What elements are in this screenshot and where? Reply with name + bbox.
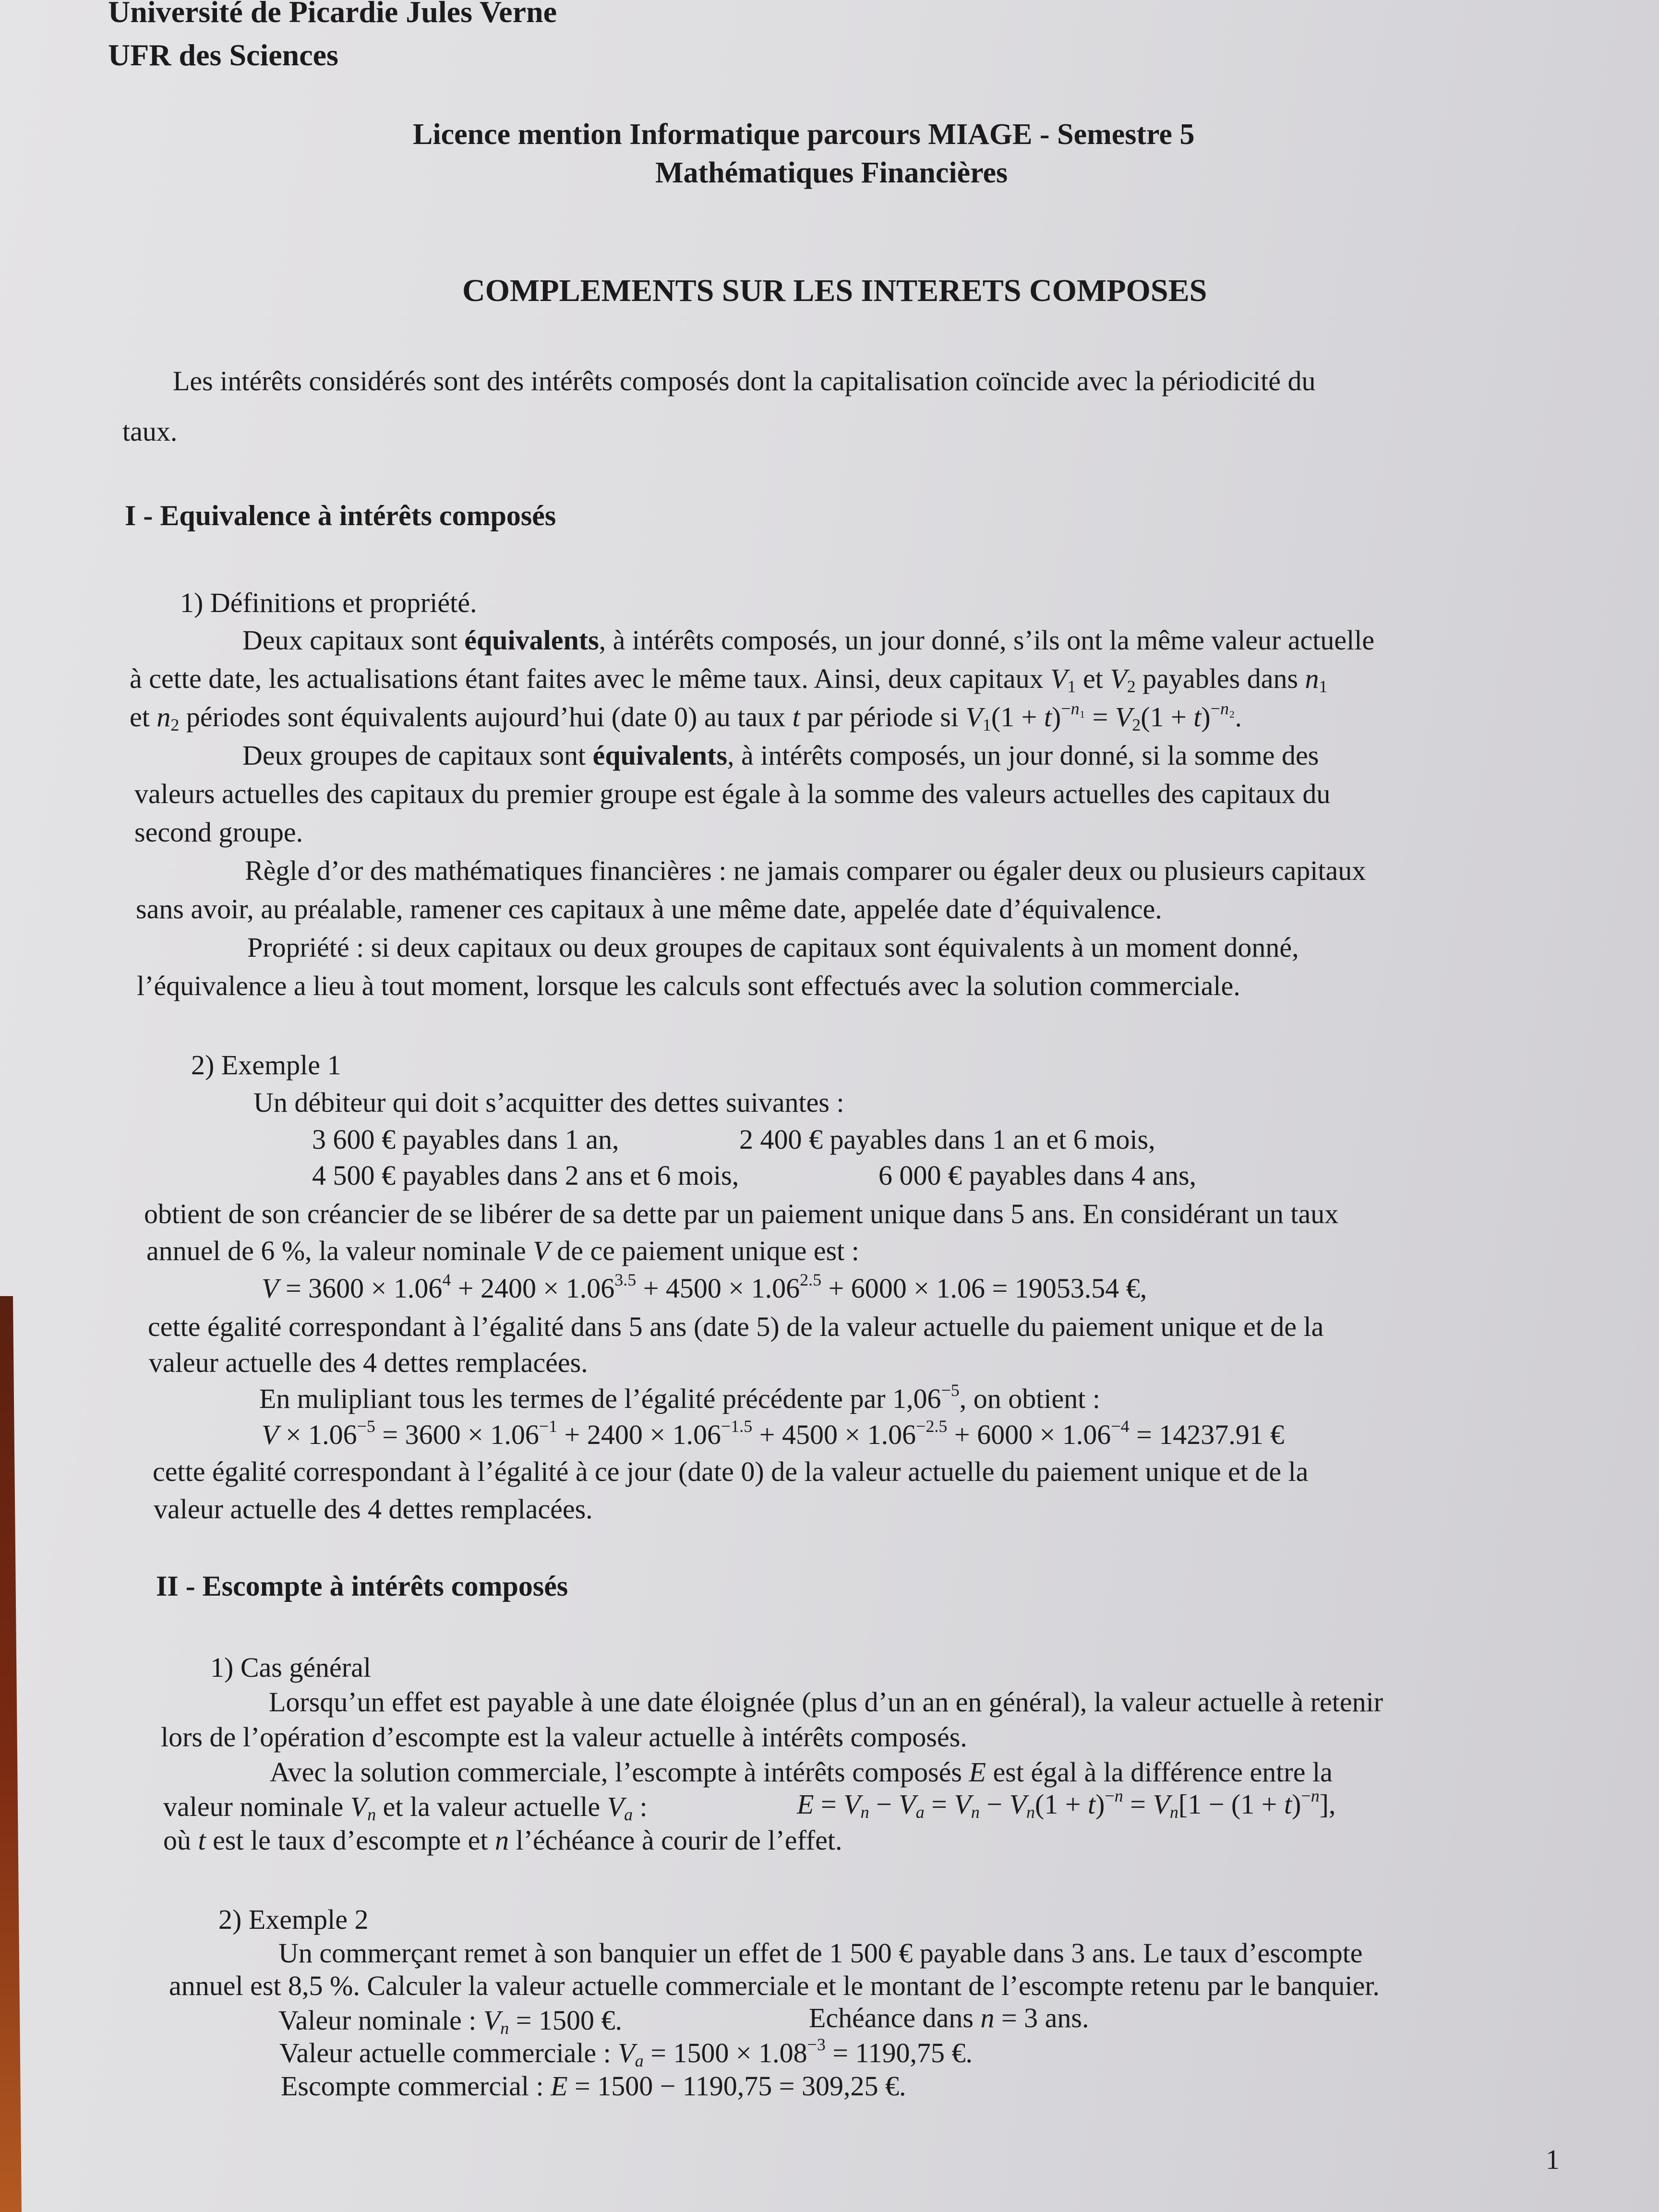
program-title: Licence mention Informatique parcours MIAGE - Semestre 5: [413, 118, 1195, 151]
subsection-2-2-heading: 2) Exemple 2: [218, 1904, 369, 1935]
present-value-line: Valeur actuelle commerciale : $V_a = 1500 \times 1.08^{-3} = 1190,75$ €.: [279, 2034, 973, 2070]
emphasis: équivalents: [464, 625, 599, 656]
debt-item: 4 500 € payables dans 2 ans et 6 mois,: [312, 1160, 739, 1191]
example-1-line-4: cette égalité correspondant à l’égalité dans 5 ans (date 5) de la valeur actuelle du paiement unique et de la: [148, 1311, 1324, 1342]
text: , à intérêts composés, un jour donné, s’ils ont la même valeur actuelle: [599, 625, 1375, 656]
general-case-line-1: Lorsqu’un effet est payable à une date éloignée (plus d’un an en général), la valeur actuelle à retenir: [269, 1686, 1383, 1718]
maturity-line: Echéance dans n = 3 ans.: [809, 2002, 1089, 2033]
example-1-line-3: annuel de 6 %, la valeur nominale V de ce paiement unique est :: [146, 1235, 859, 1266]
example-2-line-2: annuel est 8,5 %. Calculer la valeur actuelle commerciale et le montant de l’escompte retenu par le banquier.: [169, 1970, 1380, 2001]
formula-present-value: $V \times 1.06^{-5} = 3600 \times 1.06^{-1} + 2400 \times 1.06^{-1.5} + 4500 \times 1.06^{-2.5} + 6000 \times 1.06^{-4} = 14237.91$ €: [262, 1416, 1285, 1450]
text: , à intérêts composés, un jour donné, si la somme des: [727, 740, 1319, 771]
definition-2-line-1: [242, 739, 1319, 771]
faculty-name: UFR des Sciences: [108, 38, 338, 72]
general-case-line-5: où t est le taux d’escompte et n l’échéance à courir de l’effet.: [163, 1825, 842, 1856]
text: Deux groupes de capitaux sont: [242, 740, 593, 771]
general-case-line-4: valeur nominale $V_n$ et la valeur actuelle $V_a$ :: [163, 1791, 648, 1824]
page-number: 1: [1546, 2144, 1560, 2175]
subsection-2-1-heading: 1) Cas général: [210, 1652, 371, 1683]
subsection-1-1-heading: 1) Définitions et propriété.: [180, 587, 477, 618]
golden-rule-line-2: sans avoir, au préalable, ramener ces capitaux à une même date, appelée date d’équivalence.: [136, 893, 1162, 925]
section-2-heading: II - Escompte à intérêts composés: [156, 1570, 568, 1602]
definition-1-line-1: [242, 624, 1374, 656]
debt-item: 2 400 € payables dans 1 an et 6 mois,: [739, 1124, 1155, 1155]
text: Deux capitaux sont: [242, 625, 465, 656]
section-1-heading: I - Equivalence à intérêts composés: [125, 500, 556, 531]
document-title: COMPLEMENTS SUR LES INTERETS COMPOSES: [462, 273, 1207, 308]
general-case-line-2: lors de l’opération d’escompte est la valeur actuelle à intérêts composés.: [161, 1721, 967, 1753]
example-1-line-2: obtient de son créancier de se libérer de sa dette par un paiement unique dans 5 ans. En considérant un taux: [144, 1198, 1339, 1229]
general-case-line-3: Avec la solution commerciale, l’escompte à intérêts composés E est égal à la différence entre la: [270, 1756, 1333, 1788]
university-name: Université de Picardie Jules Verne: [108, 0, 557, 29]
emphasis: équivalents: [592, 740, 728, 771]
property-line-1: Propriété : si deux capitaux ou deux groupes de capitaux sont équivalents à un moment donné,: [247, 932, 1299, 963]
discount-line: Escompte commercial : E = 1500 − 1190,75 = 309,25 €.: [281, 2070, 906, 2102]
intro-line-2: taux.: [122, 416, 178, 447]
subsection-1-2-heading: 2) Exemple 1: [191, 1049, 341, 1081]
golden-rule-line-1: Règle d’or des mathématiques financières : ne jamais comparer ou égaler deux ou plusieurs capitaux: [245, 855, 1366, 886]
example-2-line-1: Un commerçant remet à son banquier un effet de 1 500 € payable dans 3 ans. Le taux d’escompte: [278, 1937, 1363, 1969]
definition-2-line-3: second groupe.: [134, 817, 303, 848]
debt-item: 6 000 € payables dans 4 ans,: [878, 1160, 1197, 1191]
example-1-line-8: valeur actuelle des 4 dettes remplacées.: [154, 1493, 593, 1525]
course-title: Mathématiques Financières: [655, 156, 1008, 189]
intro-line-1: Les intérêts considérés sont des intérêts composés dont la capitalisation coïncide avec la périodicité du: [173, 365, 1316, 397]
property-line-2: l’équivalence a lieu à tout moment, lorsque les calculs sont effectués avec la solution commerciale.: [137, 970, 1240, 1001]
definition-1-line-3: et $n_2$ périodes sont équivalents aujourd’hui (date 0) au taux t par période si $V_1(1 + t)^{-n_1} = V_2(1 + t)^{-n_2}$.: [130, 698, 1242, 734]
definition-2-line-2: valeurs actuelles des capitaux du premier groupe est égale à la somme des valeurs actuelles des capitaux du: [134, 778, 1331, 809]
example-1-line-5: valeur actuelle des 4 dettes remplacées.: [149, 1347, 588, 1378]
formula-discount: $E = V_n - V_a = V_n - V_n(1 + t)^{-n} = V_n[1 - (1 + t)^{-n}]$,: [797, 1786, 1336, 1822]
nominal-value-line: Valeur nominale : $V_n = 1500$ €.: [278, 2005, 622, 2038]
example-1-line-7: cette égalité correspondant à l’égalité à ce jour (date 0) de la valeur actuelle du paiement unique et de la: [153, 1456, 1309, 1487]
example-1-line-6: En mulipliant tous les termes de l’égalité précédente par $1,06^{-5}$, on obtient :: [259, 1380, 1100, 1414]
debt-item: 3 600 € payables dans 1 an,: [312, 1124, 619, 1155]
example-1-line-1: Un débiteur qui doit s’acquitter des dettes suivantes :: [253, 1087, 844, 1118]
formula-nominal-value: $V = 3600 \times 1.06^4 + 2400 \times 1.06^{3.5} + 4500 \times 1.06^{2.5} + 6000 \times 1.06 = 19053.54$ €,: [262, 1270, 1147, 1304]
definition-1-line-2: à cette date, les actualisations étant faites avec le même taux. Ainsi, deux capitaux $V_1$ et $V_2$ payables dans $n_1$: [130, 663, 1328, 696]
